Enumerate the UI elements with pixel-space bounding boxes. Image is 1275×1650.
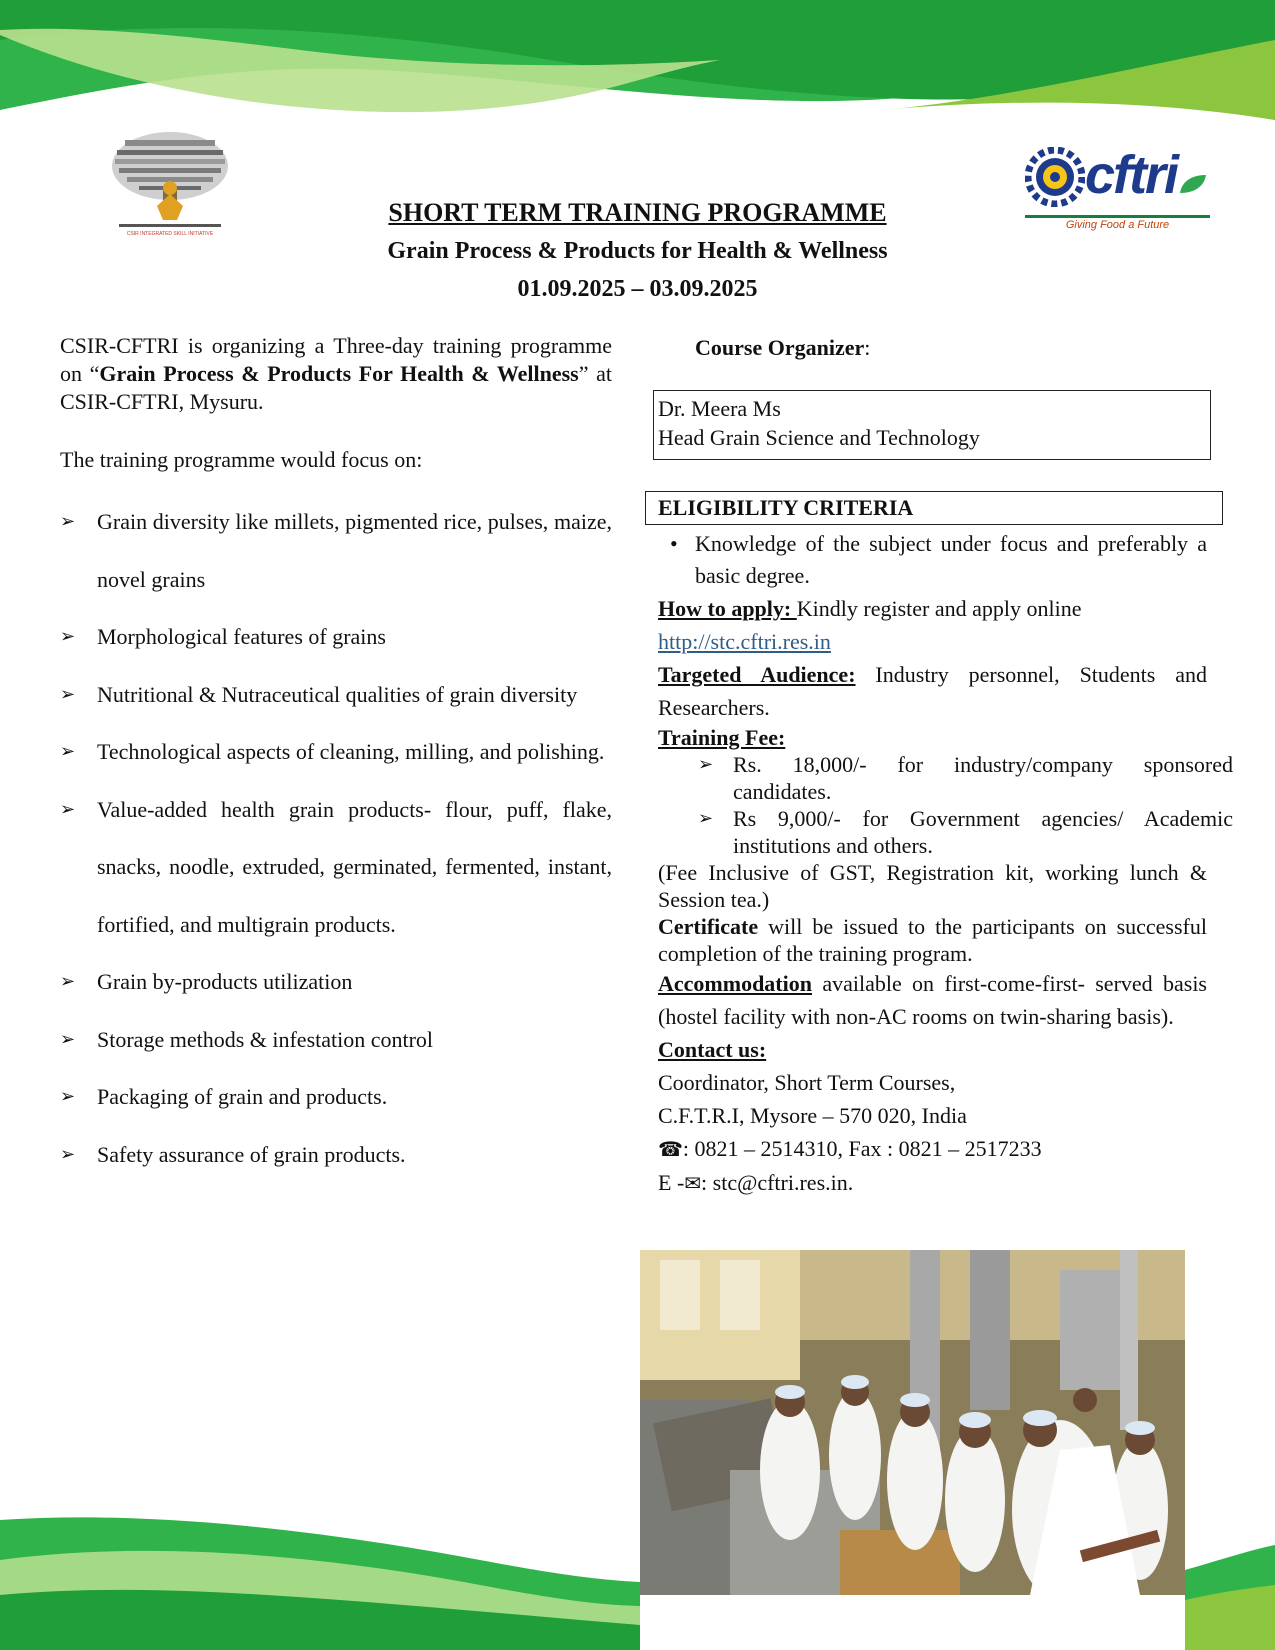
cftri-tagline: Giving Food a Future bbox=[1025, 215, 1210, 232]
focus-list bbox=[60, 493, 612, 1183]
focus-list-item bbox=[60, 953, 612, 1011]
contact-label: Contact us: bbox=[658, 1037, 767, 1062]
accommodation-label: Accommodation bbox=[658, 971, 812, 996]
contact-email bbox=[658, 1166, 1233, 1200]
eligibility-heading: ELIGIBILITY CRITERIA bbox=[645, 491, 1223, 525]
focus-list-item-text: Grain by-products utilization bbox=[97, 969, 353, 994]
focus-list-item bbox=[60, 608, 612, 666]
leaf-icon bbox=[1178, 173, 1208, 195]
arrow-bullet-icon: ➢ bbox=[698, 808, 714, 829]
targeted-audience bbox=[658, 658, 1207, 724]
how-to-apply-label: How to apply: bbox=[658, 596, 797, 621]
intro-programme-name: Grain Process & Products For Health & Wellness bbox=[99, 361, 579, 386]
arrow-bullet-icon: ➢ bbox=[698, 754, 714, 775]
organizer-name: Dr. Meera Ms bbox=[658, 396, 781, 421]
fee-list-item-text: Rs. 18,000/- for industry/company sponsored candidates. bbox=[733, 752, 1233, 804]
contact-phone-text: : 0821 – 2514310, Fax : 0821 – 2517233 bbox=[682, 1136, 1042, 1161]
programme-dates: 01.09.2025 – 03.09.2025 bbox=[517, 276, 758, 302]
telephone-icon: ☎ bbox=[658, 1137, 683, 1161]
right-column bbox=[658, 528, 1233, 1200]
organizer-box bbox=[653, 390, 1211, 460]
accommodation-info bbox=[658, 967, 1207, 1033]
fee-list-item bbox=[658, 805, 1233, 859]
bullet-dot-icon: • bbox=[670, 531, 678, 556]
bottom-wave-decoration bbox=[0, 1500, 1275, 1650]
arrow-bullet-icon: ➢ bbox=[60, 798, 76, 820]
apply-link-line bbox=[658, 625, 1207, 658]
training-fee-heading: Training Fee: bbox=[658, 725, 786, 750]
focus-list-item bbox=[60, 781, 612, 954]
fee-list-item bbox=[658, 751, 1233, 805]
focus-list-item-text: Morphological features of grains bbox=[97, 624, 386, 649]
accommodation-text: available on first-come-first- served basis (hostel facility with non-AC rooms on twin-sharing basis). bbox=[658, 971, 1207, 1029]
course-organizer-label bbox=[695, 333, 870, 363]
arrow-bullet-icon: ➢ bbox=[60, 1028, 76, 1050]
eligibility-item-text: Knowledge of the subject under focus and preferably a basic degree. bbox=[695, 531, 1207, 588]
focus-list-item bbox=[60, 723, 612, 781]
certificate-text: will be issued to the participants on successful completion of the training program. bbox=[658, 914, 1207, 966]
left-logo-caption: CSIR INTEGRATED SKILL INITIATIVE bbox=[126, 231, 214, 237]
arrow-bullet-icon: ➢ bbox=[60, 683, 76, 705]
fee-list-item-text: Rs 9,000/- for Government agencies/ Academic institutions and others. bbox=[733, 806, 1233, 858]
arrow-bullet-icon: ➢ bbox=[60, 741, 76, 762]
apply-link[interactable]: http://stc.cftri.res.in bbox=[658, 629, 831, 654]
arrow-bullet-icon: ➢ bbox=[60, 626, 76, 647]
focus-list-item bbox=[60, 1126, 612, 1184]
focus-list-item bbox=[60, 493, 612, 608]
programme-subtitle: Grain Process & Products for Health & Wellness bbox=[387, 238, 888, 264]
arrow-bullet-icon: ➢ bbox=[60, 511, 76, 532]
email-prefix: E - bbox=[658, 1170, 685, 1195]
course-organizer-colon: : bbox=[864, 335, 871, 360]
focus-list-item-text: Value-added health grain products- flour, puff, flake, snacks, noodle, extruded, germinated, fermented, instant, fortified, and multigrain products. bbox=[97, 796, 612, 937]
cftri-wordmark: cftri bbox=[1085, 145, 1178, 205]
focus-list-item-text: Nutritional & Nutraceutical qualities of grain diversity bbox=[97, 681, 578, 707]
training-fee-label bbox=[658, 724, 1207, 751]
contact-phone bbox=[658, 1132, 1233, 1166]
page-title: SHORT TERM TRAINING PROGRAMME bbox=[388, 198, 887, 227]
targeted-audience-label: Targeted Audience: bbox=[658, 662, 856, 687]
certificate-info bbox=[658, 913, 1207, 967]
contact-line-1: Coordinator, Short Term Courses, bbox=[658, 1070, 956, 1095]
contact-heading bbox=[658, 1033, 1233, 1066]
certificate-label: Certificate bbox=[658, 914, 759, 939]
focus-list-item bbox=[60, 666, 612, 724]
how-to-apply bbox=[658, 592, 1207, 625]
contact-line-2: C.F.T.R.I, Mysore – 570 020, India bbox=[658, 1103, 967, 1128]
intro-text-start: CSIR-CFTRI is organizing a Three-day training programme on “ bbox=[60, 333, 612, 386]
focus-list-item bbox=[60, 1068, 612, 1126]
envelope-icon: ✉ bbox=[684, 1171, 702, 1195]
course-organizer-heading: Course Organizer bbox=[695, 335, 865, 360]
fee-list bbox=[658, 751, 1233, 859]
focus-list-item-text: Safety assurance of grain products. bbox=[97, 1141, 406, 1167]
focus-list-item-text: Storage methods & infestation control bbox=[97, 1026, 434, 1052]
arrow-bullet-icon: ➢ bbox=[60, 1086, 76, 1107]
targeted-audience-text: Industry personnel, Students and Researchers. bbox=[658, 662, 1208, 720]
page-header bbox=[200, 194, 1075, 308]
left-column bbox=[60, 332, 612, 1183]
eligibility-item bbox=[658, 528, 1207, 592]
focus-list-item-text: Packaging of grain and products. bbox=[97, 1084, 388, 1109]
focus-list-item bbox=[60, 1011, 612, 1069]
intro-text-end: ” at CSIR-CFTRI, Mysuru. bbox=[60, 361, 612, 414]
focus-list-item-text: Grain diversity like millets, pigmented rice, pulses, maize, novel grains bbox=[97, 509, 612, 592]
how-to-apply-text: Kindly register and apply online bbox=[796, 596, 1082, 621]
intro-paragraph bbox=[60, 332, 612, 416]
contact-email-text: : stc@cftri.res.in. bbox=[701, 1170, 854, 1195]
arrow-bullet-icon: ➢ bbox=[60, 1143, 76, 1165]
focus-list-item-text: Technological aspects of cleaning, milling, and polishing. bbox=[97, 739, 605, 764]
focus-heading: The training programme would focus on: bbox=[60, 447, 423, 472]
fee-note: (Fee Inclusive of GST, Registration kit, working lunch & Session tea.) bbox=[658, 860, 1207, 912]
organizer-designation: Head Grain Science and Technology bbox=[658, 425, 980, 450]
top-wave-decoration bbox=[0, 0, 1275, 140]
arrow-bullet-icon: ➢ bbox=[60, 971, 76, 992]
